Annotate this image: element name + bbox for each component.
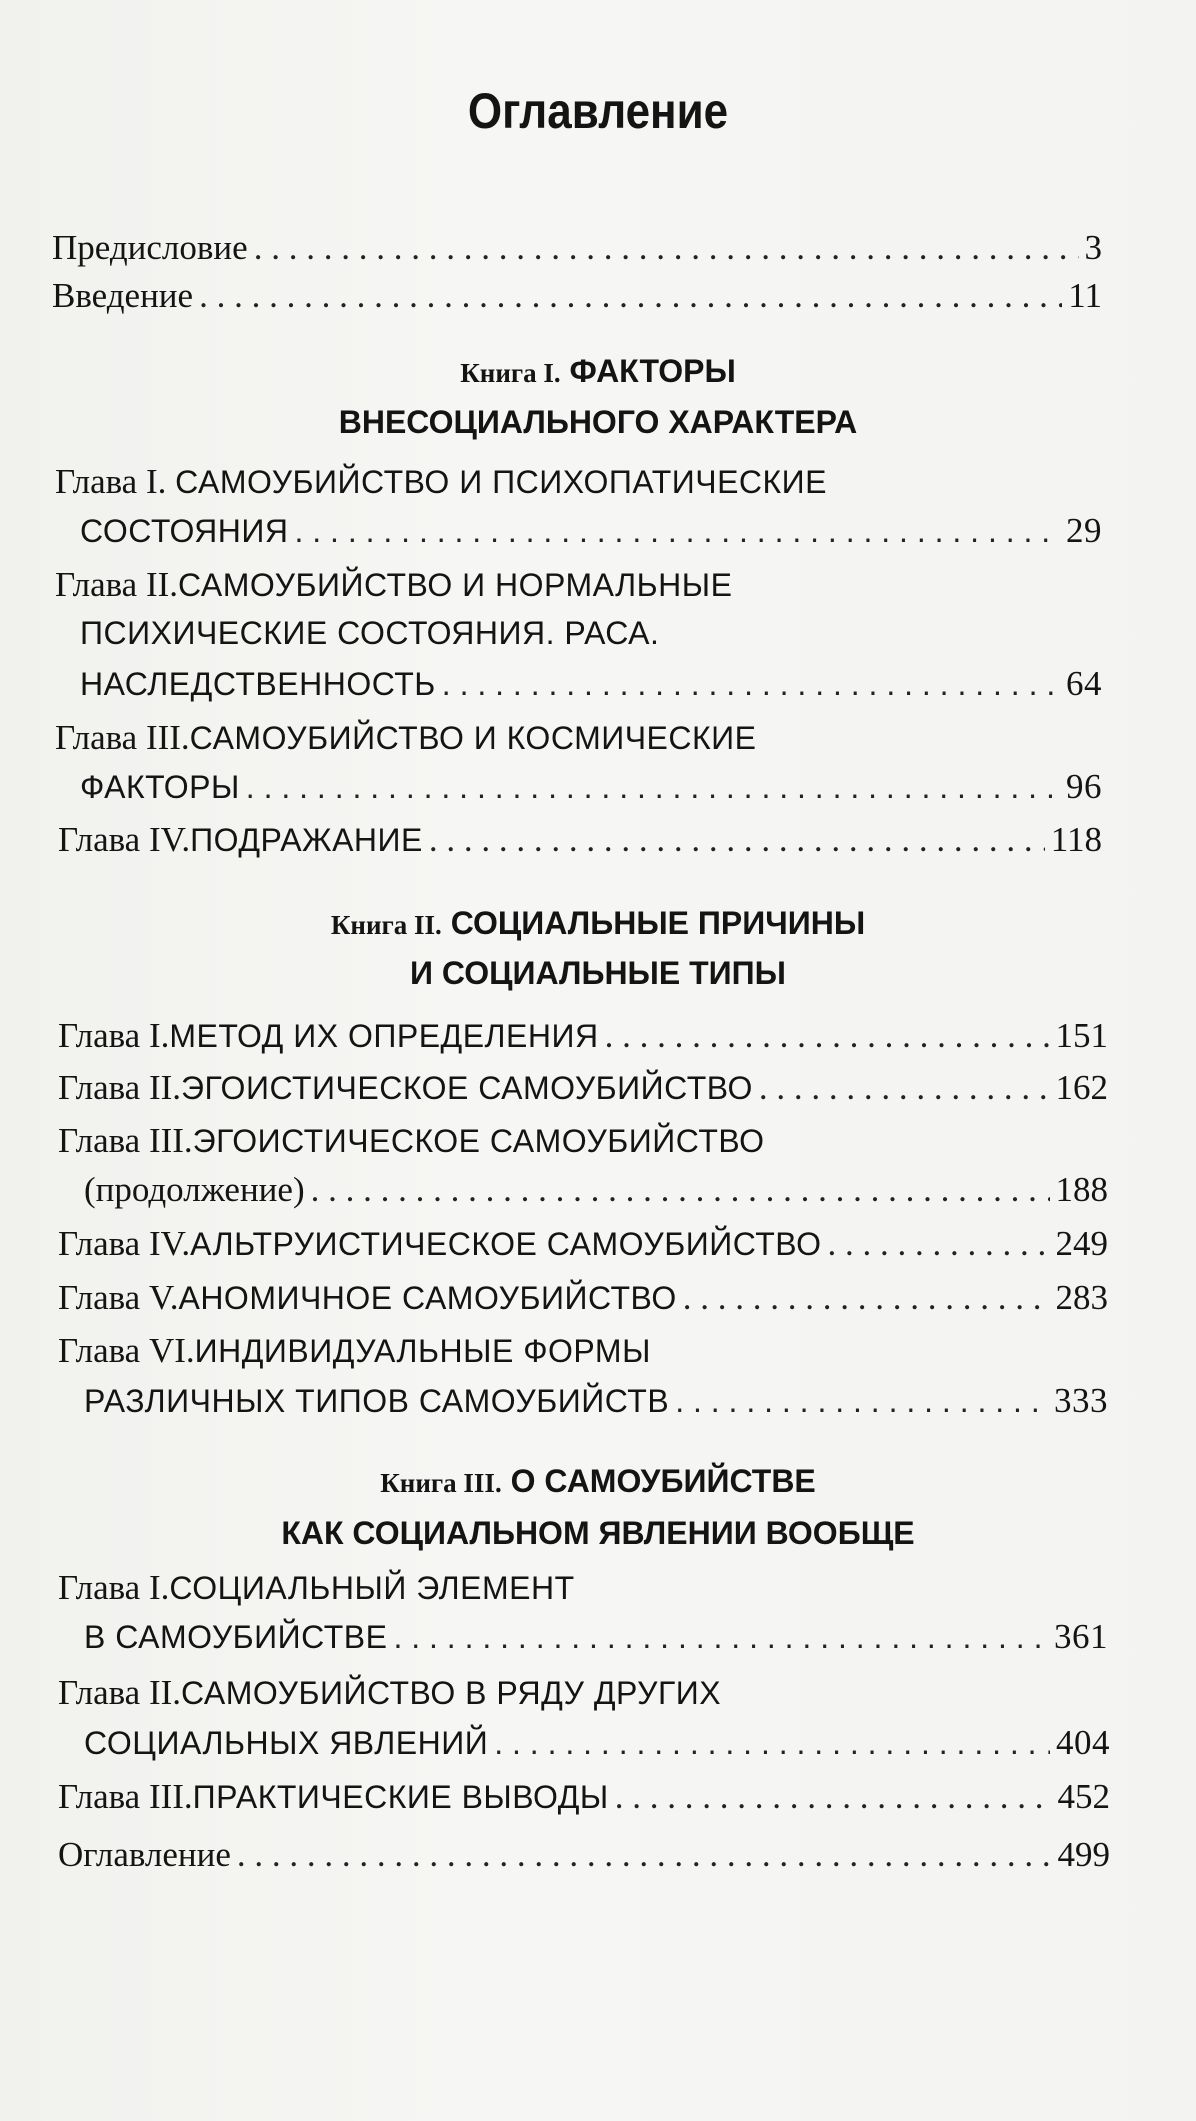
chapter-title: САМОУБИЙСТВО И НОРМАЛЬНЫЕ: [178, 567, 733, 603]
chapter-number: Глава V.: [58, 1278, 179, 1317]
chapter-number: Глава I.: [55, 462, 167, 501]
page-number: 151: [1055, 1016, 1108, 1055]
chapter-number: Глава III.: [58, 1777, 193, 1816]
book-2-subheading: И СОЦИАЛЬНЫЕ ТИПЫ: [410, 955, 786, 991]
leader-dots: [237, 1835, 1052, 1875]
chapter-title-cont: (продолжение): [84, 1170, 305, 1209]
page-number: 361: [1054, 1617, 1108, 1656]
chapter-1-2-line2: ПСИХИЧЕСКИЕ СОСТОЯНИЯ. РАСА.: [80, 615, 660, 651]
chapter-number: Глава III.: [58, 1121, 193, 1160]
entry-label: Предисловие: [52, 228, 248, 267]
book-1-heading: [0, 353, 1196, 390]
page-number: 499: [1057, 1835, 1110, 1874]
chapter-title: ПОДРАЖАНИЕ: [190, 822, 423, 858]
chapter-number: Глава VI.: [58, 1331, 195, 1370]
page-number: 11: [1068, 276, 1102, 315]
chapter-number: Глава I.: [58, 1568, 170, 1607]
leader-dots: [429, 820, 1045, 860]
chapter-2-3-line1: [58, 1121, 765, 1161]
page-number: 452: [1057, 1777, 1110, 1816]
chapter-title-cont: В САМОУБИЙСТВЕ: [84, 1619, 388, 1655]
chapter-label: [58, 820, 423, 860]
chapter-title-cont: РАЗЛИЧНЫХ ТИПОВ САМОУБИЙСТВ: [84, 1383, 670, 1419]
chapter-title: САМОУБИЙСТВО И ПСИХОПАТИЧЕСКИЕ: [175, 464, 828, 500]
chapter-3-2-line1: [58, 1673, 721, 1713]
chapter-title: ЭГОИСТИЧЕСКОЕ САМОУБИЙСТВО: [181, 1070, 753, 1106]
chapter-label: [58, 1016, 599, 1056]
chapter-title-cont: ФАКТОРЫ: [80, 769, 240, 805]
chapter-title-cont: НАСЛЕДСТВЕННОСТЬ: [80, 666, 436, 702]
page-number: 29: [1066, 511, 1102, 550]
book-prefix: Книга III.: [380, 1468, 502, 1498]
book-2-heading: [0, 905, 1196, 942]
leader-dots: [494, 1725, 1050, 1762]
chapter-2-5: [58, 1278, 1108, 1318]
chapter-2-3-line2: [84, 1170, 1108, 1210]
chapter-label: [58, 1068, 753, 1108]
chapter-number: Глава IV.: [58, 1224, 191, 1263]
page-number: 404: [1056, 1723, 1110, 1762]
chapter-title: ЭГОИСТИЧЕСКОЕ САМОУБИЙСТВО: [192, 1123, 765, 1159]
chapter-title: САМОУБИЙСТВО И КОСМИЧЕСКИЕ: [189, 720, 757, 756]
chapter-2-6-line2: [84, 1381, 1108, 1421]
chapter-2-2: [58, 1068, 1108, 1108]
page-number: 118: [1050, 820, 1102, 859]
leader-dots: [615, 1777, 1052, 1817]
chapter-title: ПРАКТИЧЕСКИЕ ВЫВОДЫ: [192, 1779, 609, 1815]
book-3-subheading: КАК СОЦИАЛЬНОМ ЯВЛЕНИИ ВООБЩЕ: [281, 1515, 915, 1551]
chapter-title: ИНДИВИДУАЛЬНЫЕ ФОРМЫ: [194, 1333, 651, 1369]
chapter-2-6-line1: [58, 1331, 651, 1371]
leader-dots: [246, 769, 1060, 806]
leader-dots: [675, 1383, 1048, 1420]
chapter-1-2-line1: [55, 565, 732, 605]
leader-dots: [605, 1016, 1050, 1056]
page-number: 64: [1066, 664, 1102, 703]
chapter-3-1-line1: [58, 1568, 575, 1608]
chapter-3-3: [58, 1777, 1110, 1817]
page-number: 162: [1055, 1068, 1108, 1107]
chapter-3-1-line2: [84, 1617, 1108, 1657]
page-number: 188: [1055, 1170, 1108, 1209]
chapter-number: Глава II.: [58, 1673, 182, 1712]
chapter-2-4: [58, 1224, 1108, 1264]
book-prefix: Книга I.: [460, 358, 561, 388]
page-number: 283: [1055, 1278, 1108, 1317]
leader-dots: [311, 1170, 1050, 1210]
chapter-number: Глава I.: [58, 1016, 170, 1055]
chapter-title-cont: СОСТОЯНИЯ: [80, 513, 289, 549]
book-heading-line: СОЦИАЛЬНЫЕ ПРИЧИНЫ: [450, 905, 866, 941]
leader-dots: [294, 513, 1060, 550]
page-title: Оглавление: [467, 83, 729, 139]
entry-label: Оглавление: [58, 1835, 231, 1874]
page-number: 96: [1066, 767, 1102, 806]
chapter-title: САМОУБИЙСТВО В РЯДУ ДРУГИХ: [181, 1675, 722, 1711]
book-heading-line: ФАКТОРЫ: [569, 353, 736, 389]
chapter-1-1-line2: [80, 511, 1102, 551]
chapter-3-2-line2: [84, 1723, 1110, 1763]
chapter-1-2-line3: [80, 664, 1102, 704]
entry-label: Введение: [52, 276, 194, 315]
chapter-number: Глава III.: [55, 718, 190, 757]
chapter-label: [58, 1278, 677, 1318]
chapter-number: Глава IV.: [58, 820, 191, 859]
book-1-subheading: ВНЕСОЦИАЛЬНОГО ХАРАКТЕРА: [338, 404, 858, 440]
chapter-title: МЕТОД ИХ ОПРЕДЕЛЕНИЯ: [169, 1018, 599, 1054]
toc-entry-intro: [52, 276, 1102, 316]
chapter-1-1-line1: [55, 462, 827, 502]
chapter-number: Глава II.: [55, 565, 179, 604]
leader-dots: [827, 1224, 1049, 1264]
leader-dots: [393, 1619, 1048, 1656]
leader-dots: [442, 666, 1060, 703]
page-number: 333: [1054, 1381, 1108, 1420]
book-heading-line: О САМОУБИЙСТВЕ: [510, 1463, 816, 1499]
chapter-label: [58, 1777, 609, 1817]
page-number: 249: [1055, 1224, 1108, 1263]
chapter-label: [58, 1224, 821, 1264]
toc-entry-contents: [58, 1835, 1110, 1875]
leader-dots: [759, 1068, 1050, 1108]
leader-dots: [254, 228, 1079, 268]
chapter-1-4: [58, 820, 1102, 860]
chapter-1-3-line2: [80, 767, 1102, 807]
leader-dots: [199, 276, 1062, 316]
chapter-number: Глава II.: [58, 1068, 182, 1107]
toc-entry-preface: [52, 228, 1102, 268]
chapter-title: СОЦИАЛЬНЫЙ ЭЛЕМЕНТ: [169, 1570, 575, 1606]
chapter-1-3-line1: [55, 718, 756, 758]
page-number: 3: [1084, 228, 1102, 267]
book-3-heading: [0, 1463, 1196, 1500]
chapter-title: АЛЬТРУИСТИЧЕСКОЕ САМОУБИЙСТВО: [190, 1226, 822, 1262]
chapter-2-1: [58, 1016, 1108, 1056]
chapter-title-cont: СОЦИАЛЬНЫХ ЯВЛЕНИЙ: [84, 1725, 489, 1761]
book-prefix: Книга II.: [330, 910, 442, 940]
leader-dots: [683, 1278, 1050, 1318]
chapter-title: АНОМИЧНОЕ САМОУБИЙСТВО: [178, 1280, 677, 1316]
